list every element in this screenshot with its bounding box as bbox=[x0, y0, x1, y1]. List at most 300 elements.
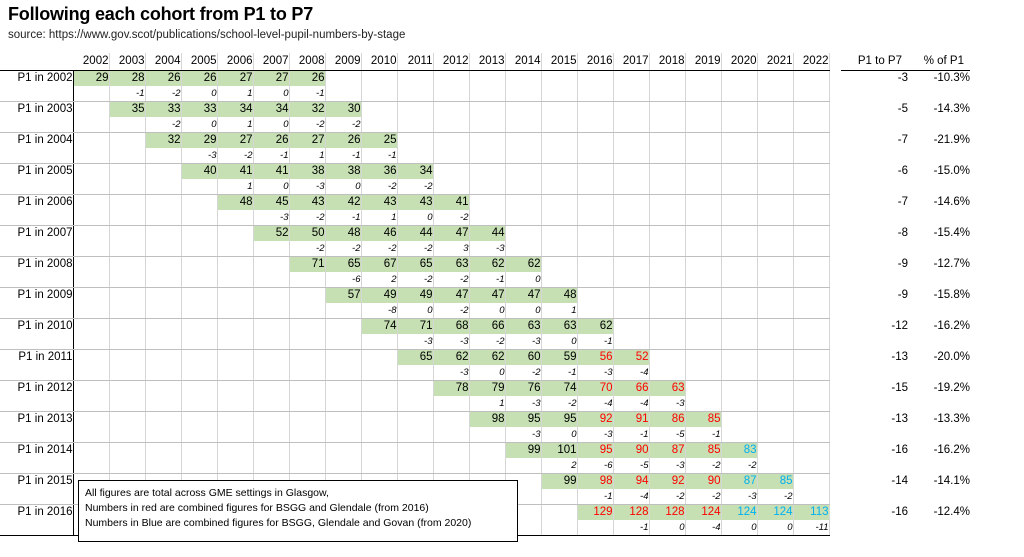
data-cell: 95 bbox=[577, 442, 613, 458]
data-cell bbox=[397, 411, 433, 427]
diff-cell bbox=[649, 272, 685, 287]
table-row bbox=[0, 163, 970, 179]
data-cell bbox=[145, 163, 181, 179]
data-cell bbox=[757, 442, 793, 458]
data-cell bbox=[685, 132, 721, 148]
data-cell bbox=[469, 163, 505, 179]
diff-cell bbox=[109, 117, 145, 132]
data-cell bbox=[577, 287, 613, 303]
diff-cell bbox=[253, 272, 289, 287]
total-cell: -3 bbox=[897, 72, 908, 85]
data-cell: 27 bbox=[217, 70, 253, 86]
diff-cell: -2 bbox=[649, 489, 685, 504]
data-cell bbox=[649, 70, 685, 86]
total-cell: -6 bbox=[897, 165, 908, 177]
spacer bbox=[908, 396, 970, 411]
diff-cell bbox=[793, 303, 829, 318]
diff-cell bbox=[541, 520, 577, 535]
diff-cell bbox=[757, 396, 793, 411]
diff-cell: 0 bbox=[253, 86, 289, 101]
diff-cell bbox=[433, 86, 469, 101]
data-cell bbox=[721, 163, 757, 179]
diff-cell bbox=[433, 148, 469, 163]
diff-cell bbox=[109, 179, 145, 194]
spacer bbox=[829, 86, 841, 101]
diff-cell bbox=[649, 86, 685, 101]
diff-cell bbox=[469, 458, 505, 473]
spacer bbox=[841, 365, 908, 380]
data-cell: 124 bbox=[685, 504, 721, 520]
total-cell: -13 bbox=[891, 413, 908, 425]
data-cell bbox=[649, 132, 685, 148]
diff-cell bbox=[793, 241, 829, 256]
data-cell: 32 bbox=[145, 132, 181, 148]
data-cell bbox=[253, 256, 289, 272]
data-cell bbox=[613, 163, 649, 179]
diff-cell bbox=[685, 365, 721, 380]
data-cell bbox=[613, 287, 649, 303]
data-cell: 44 bbox=[469, 225, 505, 241]
data-cell bbox=[505, 225, 541, 241]
table-diff-row bbox=[0, 86, 970, 101]
data-cell bbox=[757, 132, 793, 148]
spacer bbox=[829, 411, 841, 427]
data-cell bbox=[433, 101, 469, 117]
row-diff-label bbox=[0, 241, 73, 256]
data-cell bbox=[73, 101, 109, 117]
year-header-2013: 2013 bbox=[469, 53, 505, 70]
diff-cell bbox=[109, 427, 145, 442]
data-cell: 124 bbox=[757, 504, 793, 520]
diff-cell bbox=[541, 148, 577, 163]
data-cell: 46 bbox=[361, 225, 397, 241]
row-diff-label bbox=[0, 272, 73, 287]
diff-cell: -3 bbox=[577, 427, 613, 442]
data-cell bbox=[505, 101, 541, 117]
data-cell: 65 bbox=[397, 349, 433, 365]
data-cell bbox=[793, 380, 829, 396]
pct-cell: -20.0% bbox=[933, 351, 970, 363]
diff-cell bbox=[145, 396, 181, 411]
diff-cell: 0 bbox=[397, 303, 433, 318]
data-cell bbox=[613, 70, 649, 86]
data-cell bbox=[685, 287, 721, 303]
diff-cell bbox=[109, 396, 145, 411]
diff-cell bbox=[685, 179, 721, 194]
diff-cell bbox=[181, 365, 217, 380]
year-header-2015: 2015 bbox=[541, 53, 577, 70]
diff-cell bbox=[181, 458, 217, 473]
data-cell: 63 bbox=[541, 318, 577, 334]
data-cell bbox=[613, 318, 649, 334]
diff-cell: 1 bbox=[217, 117, 253, 132]
data-cell bbox=[649, 163, 685, 179]
year-header-2022: 2022 bbox=[793, 53, 829, 70]
diff-cell: 0 bbox=[181, 86, 217, 101]
pct-cell: -12.4% bbox=[933, 506, 970, 518]
diff-cell bbox=[613, 334, 649, 349]
table-row bbox=[0, 411, 970, 427]
data-cell: 29 bbox=[181, 132, 217, 148]
spacer bbox=[829, 101, 841, 117]
diff-cell bbox=[577, 117, 613, 132]
spacer bbox=[908, 365, 970, 380]
diff-cell bbox=[685, 86, 721, 101]
diff-cell bbox=[253, 458, 289, 473]
diff-cell: -4 bbox=[577, 396, 613, 411]
pct-cell: -13.3% bbox=[933, 413, 970, 425]
diff-cell bbox=[109, 272, 145, 287]
data-cell: 32 bbox=[289, 101, 325, 117]
spacer bbox=[908, 117, 970, 132]
total-cell: -9 bbox=[897, 258, 908, 270]
diff-cell bbox=[289, 458, 325, 473]
year-header-2016: 2016 bbox=[577, 53, 613, 70]
data-cell bbox=[361, 349, 397, 365]
data-cell: 57 bbox=[325, 287, 361, 303]
data-cell bbox=[541, 101, 577, 117]
diff-cell bbox=[721, 179, 757, 194]
diff-cell bbox=[253, 303, 289, 318]
data-cell: 47 bbox=[505, 287, 541, 303]
data-cell bbox=[721, 70, 757, 86]
spacer bbox=[908, 458, 970, 473]
data-cell bbox=[325, 411, 361, 427]
diff-cell bbox=[721, 148, 757, 163]
diff-cell: 0 bbox=[253, 117, 289, 132]
diff-cell bbox=[181, 272, 217, 287]
diff-cell: -3 bbox=[649, 396, 685, 411]
diff-cell bbox=[325, 458, 361, 473]
data-cell: 52 bbox=[613, 349, 649, 365]
diff-cell bbox=[469, 148, 505, 163]
data-cell bbox=[793, 163, 829, 179]
data-cell bbox=[685, 380, 721, 396]
diff-cell: 0 bbox=[505, 303, 541, 318]
corner-cell bbox=[0, 53, 73, 70]
diff-cell: -2 bbox=[217, 148, 253, 163]
diff-cell: -5 bbox=[649, 427, 685, 442]
diff-cell bbox=[649, 148, 685, 163]
row-diff-label bbox=[0, 86, 73, 101]
row-label: P1 in 2015 bbox=[0, 473, 73, 489]
data-cell bbox=[577, 225, 613, 241]
diff-cell: -1 bbox=[577, 334, 613, 349]
diff-cell bbox=[73, 179, 109, 194]
diff-cell bbox=[541, 210, 577, 225]
diff-cell bbox=[73, 334, 109, 349]
data-cell: 65 bbox=[397, 256, 433, 272]
data-cell bbox=[217, 287, 253, 303]
data-cell bbox=[793, 70, 829, 86]
diff-cell bbox=[469, 86, 505, 101]
data-cell: 90 bbox=[613, 442, 649, 458]
table-row bbox=[0, 442, 970, 458]
diff-cell: -6 bbox=[325, 272, 361, 287]
diff-cell bbox=[649, 210, 685, 225]
data-cell: 95 bbox=[505, 411, 541, 427]
diff-cell bbox=[181, 427, 217, 442]
diff-cell bbox=[397, 148, 433, 163]
diff-cell bbox=[325, 334, 361, 349]
data-cell: 34 bbox=[253, 101, 289, 117]
spacer bbox=[908, 272, 970, 287]
row-diff-label bbox=[0, 179, 73, 194]
data-cell: 65 bbox=[325, 256, 361, 272]
data-cell bbox=[577, 256, 613, 272]
diff-cell bbox=[145, 179, 181, 194]
data-cell: 60 bbox=[505, 349, 541, 365]
diff-cell bbox=[109, 148, 145, 163]
data-cell bbox=[793, 349, 829, 365]
row-label: P1 in 2002 bbox=[0, 70, 73, 86]
data-cell bbox=[73, 194, 109, 210]
diff-cell bbox=[577, 86, 613, 101]
spacer bbox=[841, 427, 908, 442]
diff-cell bbox=[541, 489, 577, 504]
diff-cell: -1 bbox=[325, 210, 361, 225]
diff-cell bbox=[541, 179, 577, 194]
spacer bbox=[841, 241, 908, 256]
spacer bbox=[829, 442, 841, 458]
data-cell: 34 bbox=[397, 163, 433, 179]
row-label: P1 in 2011 bbox=[0, 349, 73, 365]
diff-cell bbox=[505, 117, 541, 132]
data-cell: 79 bbox=[469, 380, 505, 396]
data-cell bbox=[721, 256, 757, 272]
data-cell bbox=[109, 442, 145, 458]
diff-cell bbox=[73, 241, 109, 256]
page-title: Following each cohort from P1 to P7 bbox=[8, 4, 314, 24]
data-cell: 68 bbox=[433, 318, 469, 334]
table-diff-row bbox=[0, 272, 970, 287]
data-cell bbox=[577, 132, 613, 148]
spacer bbox=[829, 334, 841, 349]
data-cell: 59 bbox=[541, 349, 577, 365]
data-cell: 76 bbox=[505, 380, 541, 396]
diff-cell: 0 bbox=[505, 272, 541, 287]
row-label: P1 in 2012 bbox=[0, 380, 73, 396]
data-cell: 124 bbox=[721, 504, 757, 520]
data-cell bbox=[505, 70, 541, 86]
spacer bbox=[908, 148, 970, 163]
diff-cell bbox=[397, 86, 433, 101]
data-cell bbox=[181, 225, 217, 241]
diff-cell: 1 bbox=[217, 86, 253, 101]
diff-cell bbox=[181, 210, 217, 225]
row-label: P1 in 2014 bbox=[0, 442, 73, 458]
data-cell bbox=[73, 349, 109, 365]
spacer bbox=[908, 427, 970, 442]
diff-cell bbox=[793, 334, 829, 349]
diff-cell: -1 bbox=[325, 148, 361, 163]
total-cell: -7 bbox=[897, 196, 908, 208]
diff-cell bbox=[289, 365, 325, 380]
spacer bbox=[908, 241, 970, 256]
data-cell bbox=[793, 473, 829, 489]
data-cell bbox=[145, 411, 181, 427]
data-cell bbox=[721, 132, 757, 148]
diff-cell bbox=[361, 117, 397, 132]
spacer bbox=[829, 489, 841, 504]
diff-cell bbox=[757, 86, 793, 101]
data-cell bbox=[757, 380, 793, 396]
diff-cell: -1 bbox=[253, 148, 289, 163]
diff-cell: -2 bbox=[145, 86, 181, 101]
data-cell: 87 bbox=[721, 473, 757, 489]
data-cell: 38 bbox=[289, 163, 325, 179]
data-cell bbox=[721, 349, 757, 365]
diff-cell: -2 bbox=[685, 458, 721, 473]
data-cell: 47 bbox=[433, 225, 469, 241]
data-cell bbox=[181, 194, 217, 210]
table-diff-row bbox=[0, 148, 970, 163]
spacer bbox=[841, 272, 908, 287]
diff-cell bbox=[145, 334, 181, 349]
diff-cell bbox=[541, 117, 577, 132]
diff-cell bbox=[577, 210, 613, 225]
data-cell: 56 bbox=[577, 349, 613, 365]
row-diff-label bbox=[0, 458, 73, 473]
diff-cell: -3 bbox=[505, 427, 541, 442]
diff-cell bbox=[757, 334, 793, 349]
data-cell: 78 bbox=[433, 380, 469, 396]
data-cell: 62 bbox=[469, 256, 505, 272]
row-diff-label bbox=[0, 210, 73, 225]
year-header-2017: 2017 bbox=[613, 53, 649, 70]
note-line-2: Numbers in red are combined figures for BSGG and Glendale (from 2016) bbox=[85, 502, 429, 515]
data-cell bbox=[73, 411, 109, 427]
data-cell bbox=[469, 101, 505, 117]
spacer bbox=[841, 86, 908, 101]
data-cell bbox=[181, 380, 217, 396]
year-header-2014: 2014 bbox=[505, 53, 541, 70]
diff-cell: 0 bbox=[325, 179, 361, 194]
diff-cell bbox=[109, 365, 145, 380]
spacer bbox=[908, 179, 970, 194]
diff-cell: -3 bbox=[469, 241, 505, 256]
diff-cell: -4 bbox=[613, 365, 649, 380]
spacer bbox=[829, 163, 841, 179]
data-cell: 71 bbox=[397, 318, 433, 334]
spacer bbox=[829, 179, 841, 194]
diff-cell bbox=[649, 179, 685, 194]
data-cell: 26 bbox=[145, 70, 181, 86]
data-cell: 62 bbox=[469, 349, 505, 365]
diff-cell: -3 bbox=[505, 396, 541, 411]
data-cell: 27 bbox=[253, 70, 289, 86]
diff-cell: -3 bbox=[433, 334, 469, 349]
data-cell: 85 bbox=[685, 411, 721, 427]
diff-cell bbox=[181, 179, 217, 194]
spacer bbox=[829, 520, 841, 535]
diff-cell bbox=[793, 396, 829, 411]
diff-cell: -2 bbox=[325, 117, 361, 132]
diff-cell bbox=[685, 241, 721, 256]
total-cell: -8 bbox=[897, 227, 908, 239]
data-cell bbox=[73, 442, 109, 458]
table-header-row bbox=[0, 53, 970, 70]
data-cell: 35 bbox=[109, 101, 145, 117]
diff-cell: -2 bbox=[289, 241, 325, 256]
data-cell bbox=[721, 380, 757, 396]
diff-cell: -2 bbox=[289, 117, 325, 132]
spacer bbox=[908, 489, 970, 504]
table-diff-row bbox=[0, 334, 970, 349]
diff-cell: -2 bbox=[469, 334, 505, 349]
total-cell: -13 bbox=[891, 351, 908, 363]
data-cell bbox=[181, 287, 217, 303]
data-cell bbox=[181, 411, 217, 427]
diff-cell bbox=[541, 86, 577, 101]
spacer bbox=[829, 380, 841, 396]
diff-cell: 0 bbox=[757, 520, 793, 535]
diff-cell bbox=[73, 303, 109, 318]
diff-cell: -3 bbox=[721, 489, 757, 504]
legend-note bbox=[78, 480, 518, 542]
data-cell bbox=[433, 442, 469, 458]
diff-cell bbox=[361, 334, 397, 349]
diff-cell bbox=[577, 148, 613, 163]
diff-cell bbox=[649, 365, 685, 380]
diff-cell bbox=[397, 458, 433, 473]
data-cell bbox=[757, 411, 793, 427]
pct-cell: -16.2% bbox=[933, 320, 970, 332]
cohort-table-container bbox=[0, 53, 1024, 536]
diff-cell bbox=[289, 396, 325, 411]
data-cell bbox=[73, 318, 109, 334]
data-cell bbox=[325, 318, 361, 334]
diff-cell bbox=[217, 458, 253, 473]
diff-cell bbox=[433, 179, 469, 194]
total-cell: -7 bbox=[897, 134, 908, 146]
diff-cell bbox=[793, 489, 829, 504]
data-cell bbox=[361, 70, 397, 86]
data-cell bbox=[181, 442, 217, 458]
total-cell: -15 bbox=[891, 382, 908, 394]
data-cell bbox=[109, 349, 145, 365]
row-diff-label bbox=[0, 117, 73, 132]
diff-cell bbox=[577, 272, 613, 287]
spacer bbox=[841, 396, 908, 411]
diff-cell bbox=[757, 365, 793, 380]
data-cell bbox=[145, 349, 181, 365]
data-cell bbox=[181, 256, 217, 272]
spacer bbox=[829, 365, 841, 380]
diff-cell: -3 bbox=[181, 148, 217, 163]
diff-cell bbox=[469, 210, 505, 225]
pct-cell: -19.2% bbox=[933, 382, 970, 394]
spacer bbox=[908, 210, 970, 225]
data-cell bbox=[325, 380, 361, 396]
diff-cell bbox=[109, 334, 145, 349]
spacer bbox=[829, 272, 841, 287]
data-cell bbox=[289, 318, 325, 334]
data-cell: 26 bbox=[325, 132, 361, 148]
spacer bbox=[829, 318, 841, 334]
diff-cell: -1 bbox=[577, 489, 613, 504]
data-cell bbox=[793, 225, 829, 241]
diff-cell: 3 bbox=[433, 241, 469, 256]
data-cell bbox=[685, 163, 721, 179]
data-cell: 33 bbox=[181, 101, 217, 117]
table-diff-row bbox=[0, 241, 970, 256]
data-cell: 70 bbox=[577, 380, 613, 396]
diff-cell bbox=[505, 148, 541, 163]
diff-cell bbox=[397, 427, 433, 442]
diff-cell: -2 bbox=[541, 396, 577, 411]
data-cell bbox=[649, 225, 685, 241]
